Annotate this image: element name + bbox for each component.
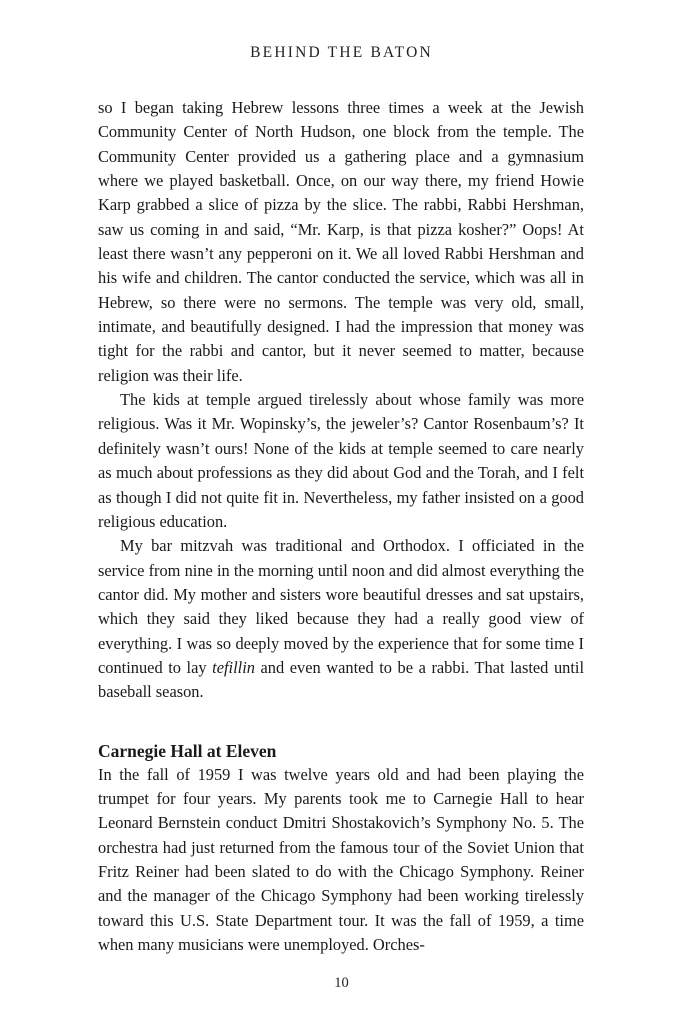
section-paragraph: In the fall of 1959 I was twelve years old and had been playing the trumpet for four years. My parents took me to Carnegie Hall to hear Leonard Bernstein conduct Dmitri Shostakovich’s Symphony No. 5. The orchestra had just returned from the famous tour of the Soviet Union that Fritz Reiner had been slated to do with the Chicago Symphony. Reiner and the manager of the Chicago Symphony had been working tirelessly toward this U.S. State Department tour. It was the fall of 1959, a time when many musicians were unemployed. Orches- <box>98 764 584 954</box>
italic-term: tefillin <box>212 657 255 677</box>
running-head: BEHIND THE BATON <box>250 44 433 61</box>
section-heading: Carnegie Hall at Eleven <box>98 740 277 761</box>
paragraph-3 <box>98 534 584 704</box>
paragraph-3-text-before: My bar mitzvah was traditional and Orthodox. I officiated in the service from nine in the morning until noon and did almost everything the cantor did. My mother and sisters wore beautiful dresses and sat upstairs, which they said they liked because they had a really good view of everything. I was so deeply moved by the experience that for some time I continued to lay <box>98 536 584 677</box>
body-text <box>98 96 584 957</box>
paragraph-2: The kids at temple argued tirelessly about whose family was more religious. Was it Mr. Wopinsky’s, the jeweler’s? Cantor Rosenbaum’s? It definitely wasn’t ours! None of the kids at temple seemed to care nearly as much about professions as they did about God and the Torah, and I felt as though I did not quite fit in. Nevertheless, my father insisted on a good religious education. <box>98 390 584 531</box>
paragraph-1: so I began taking Hebrew lessons three times a week at the Jewish Community Center of North Hudson, one block from the temple. The Community Center provided us a gathering place and a gymnasium where we played basketball. Once, on our way there, my friend Howie Karp grabbed a slice of pizza by the slice. The rabbi, Rabbi Hershman, saw us coming in and said, “Mr. Karp, is that pizza kosher?” Oops! At least there wasn’t any pepperoni on it. We all loved Rabbi Hershman and his wife and children. The cantor conducted the service, which was all in Hebrew, so there were no sermons. The temple was very old, small, intimate, and beautifully designed. I had the impression that money was tight for the rabbi and cantor, but it never seemed to matter, because religion was their life. <box>98 98 584 385</box>
paragraph-3-text-after: and even wanted to be a rabbi. That lasted until baseball season. <box>98 657 584 702</box>
page-number: 10 <box>334 975 349 991</box>
